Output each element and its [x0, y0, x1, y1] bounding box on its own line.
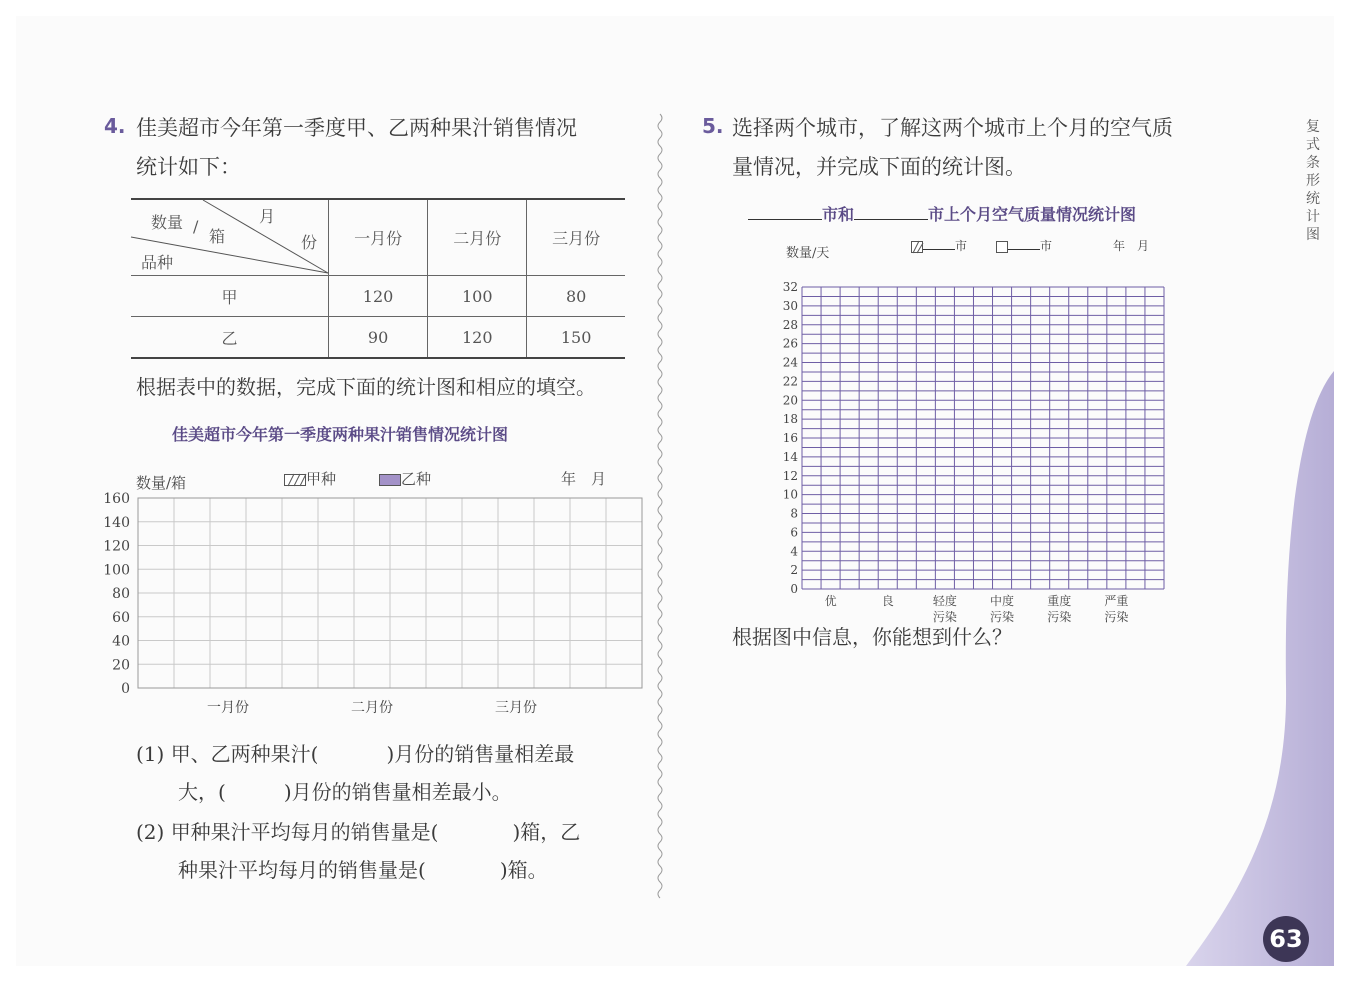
y-tick-label: 60	[112, 609, 130, 626]
y-tick-label: 30	[782, 298, 798, 313]
q5-question: 根据图中信息，你能想到什么？	[732, 625, 1012, 649]
workbook-page	[16, 16, 1334, 966]
y-tick-label: 14	[782, 449, 798, 464]
sub1-text-b: )月份的销售量相差最	[386, 742, 575, 766]
title-part2: 市上个月空气质量情况统计图	[928, 205, 1137, 224]
table-header-month: 一月份	[329, 199, 428, 276]
q4-instruction: 根据表中的数据，完成下面的统计图和相应的填空。	[136, 375, 596, 399]
y-tick-label: 120	[103, 538, 130, 555]
x-tick-label: 严重	[1104, 594, 1129, 608]
y-tick-label: 12	[782, 468, 798, 483]
legend-yi-label: 乙种	[401, 470, 432, 488]
y-tick-label: 24	[782, 355, 798, 370]
x-tick-label: 污染	[932, 610, 957, 624]
q4-sub2-line2	[178, 854, 548, 883]
legend-city-label: 市	[1040, 239, 1053, 253]
y-tick-label: 32	[782, 280, 798, 294]
city-blank-2[interactable]	[854, 219, 928, 220]
x-tick-label: 污染	[1047, 610, 1072, 624]
y-tick-label: 40	[112, 633, 130, 650]
y-tick-label: 26	[782, 336, 798, 351]
y-tick-label: 20	[782, 393, 798, 408]
q4-intro-line2: 统计如下：	[136, 155, 241, 179]
x-tick-label: 良	[881, 594, 894, 608]
table-row	[131, 317, 625, 359]
hatched-swatch-icon	[284, 474, 306, 486]
decorative-swoosh	[1156, 356, 1334, 966]
table-row-label: 乙	[131, 317, 329, 359]
y-tick-label: 18	[782, 412, 798, 427]
table-cell: 100	[428, 276, 527, 317]
city-blank-1[interactable]	[748, 219, 822, 220]
q4-sub2-line1	[136, 816, 580, 845]
q5-line2: 量情况，并完成下面的统计图。	[732, 155, 1026, 179]
y-tick-label: 0	[790, 582, 798, 596]
table-header-month: 二月份	[428, 199, 527, 276]
y-tick-label: 20	[112, 657, 130, 674]
x-tick-label: 三月份	[495, 700, 537, 716]
table-corner-header: 数量 / 箱 月 份 品种	[131, 199, 329, 276]
corner-variety: 品种	[141, 253, 174, 272]
y-tick-label: 28	[782, 317, 798, 332]
q5-chart-date: 年 月	[1113, 239, 1150, 253]
y-tick-label: 6	[790, 525, 798, 540]
y-tick-label: 0	[121, 681, 130, 697]
q5-line1: 选择两个城市，了解这两个城市上个月的空气质	[732, 116, 1173, 140]
y-tick-label: 2	[790, 563, 798, 578]
x-tick-label: 重度	[1047, 594, 1072, 608]
y-tick-label: 4	[790, 544, 798, 559]
q5-legend-city-a	[911, 237, 967, 254]
y-tick-label: 10	[782, 487, 798, 502]
side-section-title: 复式条形统计图	[1306, 119, 1320, 243]
table-row-label: 甲	[131, 276, 329, 317]
q4-sub1-line1	[136, 738, 574, 767]
y-tick-label: 140	[103, 514, 130, 531]
table-cell: 120	[329, 276, 428, 317]
sub1-text-a: (1) 甲、乙两种果汁(	[136, 742, 319, 766]
legend-blank[interactable]	[1008, 249, 1040, 250]
x-tick-label: 轻度	[932, 594, 957, 608]
legend-jia-label: 甲种	[306, 470, 337, 488]
q5-bar-chart-grid[interactable]	[756, 264, 1156, 624]
x-tick-label: 优	[824, 594, 837, 608]
x-tick-label: 中度	[990, 594, 1015, 608]
y-tick-label: 16	[782, 431, 798, 445]
table-cell: 150	[527, 317, 625, 359]
title-part1: 市和	[822, 205, 855, 224]
empty-swatch-icon	[996, 241, 1008, 253]
q4-bar-chart-grid[interactable]	[86, 486, 646, 716]
sub2-text-c: 种果汁平均每月的销售量是(	[178, 858, 426, 882]
q4-number: 4.	[104, 114, 126, 138]
table-cell: 80	[527, 276, 625, 317]
y-tick-label: 160	[103, 491, 130, 507]
q5-legend-city-b	[996, 237, 1052, 254]
sub2-text-b: )箱，乙	[512, 820, 581, 844]
q5-chart-ylabel: 数量/天	[786, 246, 830, 261]
x-tick-label: 污染	[1104, 610, 1129, 624]
y-tick-label: 8	[790, 506, 798, 521]
table-cell: 120	[428, 317, 527, 359]
q4-intro-line1: 佳美超市今年第一季度甲、乙两种果汁销售情况	[136, 116, 577, 140]
q4-chart-ylabel: 数量/箱	[136, 474, 187, 492]
y-tick-label: 22	[782, 374, 798, 389]
hatched-swatch-icon	[911, 241, 923, 253]
x-tick-label: 二月份	[351, 700, 393, 716]
column-divider	[656, 114, 664, 894]
corner-quantity: 数量	[151, 213, 184, 232]
x-tick-label: 一月份	[207, 700, 249, 716]
table-cell: 90	[329, 317, 428, 359]
legend-city-label: 市	[955, 239, 968, 253]
q5-chart-title	[748, 202, 1136, 225]
corner-month-b: 份	[301, 233, 318, 252]
q5-number: 5.	[702, 114, 724, 138]
table-row	[131, 276, 625, 317]
page-number-badge: 63	[1263, 916, 1309, 962]
q4-sub1-line2	[178, 776, 512, 805]
table-header-month: 三月份	[527, 199, 625, 276]
y-tick-label: 100	[103, 562, 130, 579]
filled-swatch-icon	[379, 474, 401, 486]
q4-chart-title: 佳美超市今年第一季度两种果汁销售情况统计图	[172, 425, 509, 444]
sub2-text-d: )箱。	[499, 858, 548, 882]
q4-chart-date: 年 月	[561, 470, 607, 488]
sub2-text-a: (2) 甲种果汁平均每月的销售量是(	[136, 820, 439, 844]
x-tick-label: 污染	[990, 610, 1015, 624]
corner-unit: 箱	[209, 227, 226, 246]
sub1-text-d: )月份的销售量相差最小。	[283, 780, 512, 804]
sub1-text-c: 大，(	[178, 780, 226, 804]
y-tick-label: 80	[112, 586, 130, 602]
legend-blank[interactable]	[923, 249, 955, 250]
q4-sales-table	[131, 198, 625, 359]
corner-month-a: 月	[259, 207, 276, 226]
